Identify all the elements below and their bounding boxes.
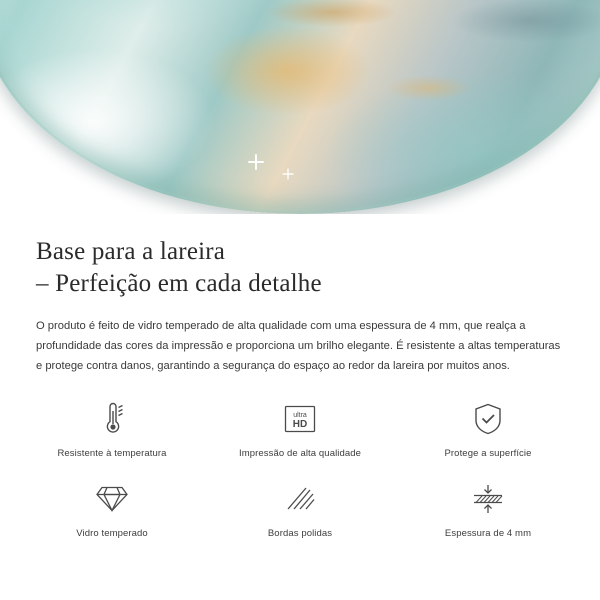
thermometer-icon (99, 398, 125, 440)
feature-item-print-quality (206, 398, 394, 478)
feature-label: Vidro temperado (76, 528, 148, 539)
headline-line-2: – Perfeição em cada detalhe (36, 270, 322, 297)
svg-text:HD: HD (292, 419, 308, 430)
feature-label: Espessura de 4 mm (444, 528, 532, 539)
sparkle-icon (248, 154, 264, 170)
feature-item-polished-edges (206, 478, 394, 558)
text-content (0, 214, 600, 376)
sparkle-icon (282, 168, 293, 179)
headline-line-1: Base para a lareira (36, 238, 226, 265)
ultra-hd-icon (283, 398, 317, 440)
diamond-icon (95, 478, 129, 520)
marble-round-plate-image (0, 0, 600, 214)
feature-label: Bordas polidas (267, 528, 333, 539)
thickness-4mm-icon (471, 478, 505, 520)
hero-image-section (0, 0, 600, 214)
svg-text:ultra: ultra (293, 412, 307, 419)
product-description-text: O produto é feito de vidro temperado de alta qualidade com uma espessura de 4 mm, que realça a profundidade das cores da impressão e proporciona um brilho elegante. É resistente a altas temperaturas e protege contra danos, garantindo a segurança do espaço ao redor da lareira por muitos anos. (36, 320, 561, 372)
feature-item-temperature-resistant (18, 398, 206, 478)
feature-item-tempered-glass (18, 478, 206, 558)
feature-grid (0, 398, 600, 558)
feature-label: Protege a superfície (444, 448, 532, 459)
feature-label: Impressão de alta qualidade (238, 448, 362, 459)
feature-label: Resistente à temperatura (57, 448, 167, 459)
feature-item-surface-protection (394, 398, 582, 478)
page-title (36, 236, 564, 300)
shield-check-icon (473, 398, 503, 440)
feature-item-thickness (394, 478, 582, 558)
polished-edges-icon (284, 478, 316, 520)
